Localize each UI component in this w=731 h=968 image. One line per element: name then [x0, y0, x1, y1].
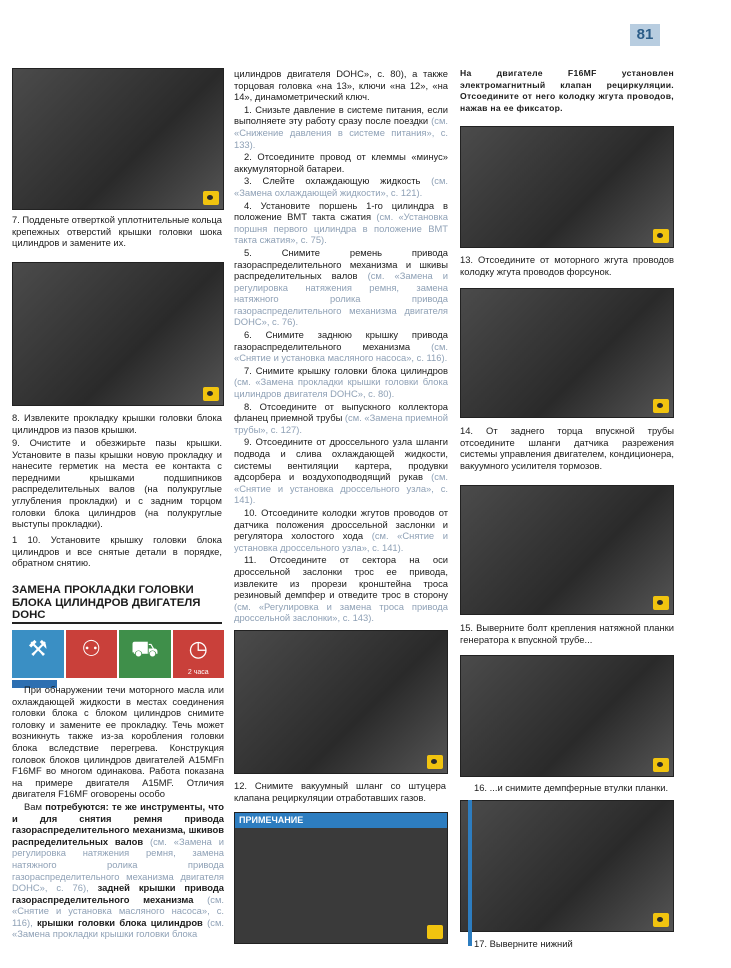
photo-injector-connector	[460, 126, 674, 248]
step-4: 4. Установите поршень 1-го цилиндра в положение ВМТ такта сжатия (см. «Установка поршня первого цилиндра в положение ВМТ такта сжатия», с. 75).	[234, 199, 448, 246]
title-rule	[12, 622, 222, 624]
person-icon: ⚇	[66, 630, 118, 678]
accent-bar	[468, 800, 472, 946]
clock-icon: ◷ 2 часа	[173, 630, 225, 678]
step-3: 3. Слейте охлаждающую жидкость (см. «Замена охлаждающей жидкости», с. 121).	[234, 175, 449, 198]
note-photo	[234, 812, 448, 944]
car-icon: ⛟	[119, 630, 171, 678]
step-11: 11. Отсоедините от сектора на оси дроссельной заслонки трос ее привода, извлеките из прорези кронштейна троса резиновый демпфер и отведите трос в сторону (см. «Регулировка и замена троса привода дроссельной заслонки», с. 143).	[234, 554, 448, 624]
camera-icon	[653, 596, 669, 610]
step-6: 6. Снимите заднюю крышку привода газораспределительного механизма (см. «Снятие и установка масляного насоса», с. 116).	[234, 329, 448, 364]
camera-icon	[203, 387, 219, 401]
step-9: 9. Отсоедините от дроссельного узла шланги подвода и слива охлаждающей жидкости, системы вентиляции картера, продувки адсорбера и воздухоподводящий рукав (см. «Снятие и установка дроссельного узла», с. 141).	[234, 436, 448, 506]
note-f16mf: На двигателе F16MF установлен электромагнитный клапан рециркуляции. Отсоедините от него колодку жгута проводов, нажав на ее фиксатор.	[460, 68, 674, 113]
camera-icon	[427, 755, 443, 769]
step-10: 10. Отсоедините колодки жгутов проводов от датчика положения дроссельной заслонки и регулятора холостого хода (см. «Снятие и установка дроссельного узла», с. 141).	[234, 506, 448, 553]
step-2: 2. Отсоедините провод от клеммы «минус» аккумуляторной батареи.	[234, 151, 448, 174]
caption-step-7: 7. Подденьте отверткой уплотнительные кольца крепежных отверстий крышки головки шока цилиндров и замените их.	[12, 214, 223, 249]
step-7: 7. Снимите крышку головки блока цилиндров (см. «Замена прокладки крышки головки блока цилиндров двигателя DOHC», с. 80).	[234, 364, 448, 400]
difficulty-icons	[12, 630, 224, 678]
camera-icon	[427, 925, 443, 939]
caption-step-12: 12. Снимите вакуумный шланг со штуцера клапана рециркуляции отработавших газов.	[234, 780, 446, 803]
text-step-10: 1 10. Установите крышку головки блока цилиндров и все снятые детали в порядке, обратном снятию.	[12, 534, 222, 569]
camera-icon	[653, 399, 669, 413]
camera-icon	[653, 758, 669, 772]
tools-paragraph: Вам потребуются: те же инструменты, что и для снятия ремня привода газораспределительного механизма, шкивов распределительных валов (см. «Замена и регулировка натяжения ремня, замена натяжного ролика привода газораспределительного механизма двигателя DOHC», с. 76), задней крышки привода газораспределительного механизма (см. «Снятие и установка масляного насоса», с. 116), крышки головки блока цилиндров (см. «Замена прокладки крышки головки блока	[12, 800, 225, 940]
photo-cover-seals	[12, 68, 224, 210]
caption-step-17: 17. Выверните нижний	[474, 938, 573, 949]
text-step-9: 9. Очистите и обезжирьте пазы крышки. Установите в пазы крышки новую прокладку и нанесите герметик на места ее контакта с передними крышками подшипников распределительных валов (на полукруглые углубления прокладки) и с задним торцом головки блока цилиндров (на полукруглые выступы прокладки).	[12, 437, 222, 530]
note-label: ПРИМЕЧАНИЕ	[235, 813, 447, 828]
photo-lower-bolt	[460, 800, 674, 932]
camera-icon	[653, 229, 669, 243]
caption-step-16: 16. ...и снимите демпферные втулки планки.	[474, 782, 669, 793]
caption-step-15: 15. Выверните болт крепления натяжной планки генератора к впускной трубе...	[460, 622, 674, 645]
camera-icon	[203, 191, 219, 205]
photo-generator-bolt	[460, 485, 674, 615]
caption-step-13: 13. Отсоедините от моторного жгута проводов колодку жгута проводов форсунок.	[460, 254, 674, 277]
caption-step-14: 14. От заднего торца впускной трубы отсоедините шланги датчика разрежения системы управления двигателем, кондиционера, вакуумного усилителя тормозов.	[460, 425, 674, 471]
caption-step-8: 8. Извлеките прокладку крышки головки блока цилиндров из пазов крышки.	[12, 412, 222, 435]
page-number: 81	[630, 24, 660, 46]
tools-continued: цилиндров двигателя DOHC», с. 80), а также торцовая головка «на 13», ключи «на 12», «на 14», динамометрический ключ.	[234, 68, 448, 103]
step-8: 8. Отсоедините от выпускного коллектора фланец приемной трубы (см. «Замена приемной трубы», с. 127).	[234, 400, 448, 435]
photo-gasket-removal	[12, 262, 224, 406]
intro-paragraph: При обнаружении течи моторного масла или охлаждающей жидкости в местах соединения головки блока с блоком цилиндров снимите головку и замените ее прокладку. Течь может возникнуть также из-за коробления головки блока вследствие перегрева. Конструкция головок блоков цилиндров двигателей A15MFn F16MF во многом одинакова. Работа показана на примере двигателя A15MF. Отличия двигателя F16MF оговорены особо	[12, 684, 224, 800]
photo-damper-bushings	[460, 655, 674, 777]
step-1: 1. Снизьте давление в системе питания, если выполняете эту работу сразу после поездки (см. «Снижение давления в системе питания», с. 133).	[234, 103, 448, 150]
wrench-icon: ⚒	[12, 630, 64, 678]
section-title: ЗАМЕНА ПРОКЛАДКИ ГОЛОВКИ БЛОКА ЦИЛИНДРОВ ДВИГАТЕЛЯ DOHC	[12, 584, 201, 621]
step-5: 5. Снимите ремень привода газораспределительного механизма и шкивы распределительных валов (см. «Замена и регулировка натяжения ремня, замена натяжного ролика привода газораспределительного механизма двигателя DOHC», с. 76).	[234, 246, 448, 328]
photo-intake-hoses	[460, 288, 674, 418]
camera-icon	[653, 913, 669, 927]
photo-vacuum-hose	[234, 630, 448, 774]
